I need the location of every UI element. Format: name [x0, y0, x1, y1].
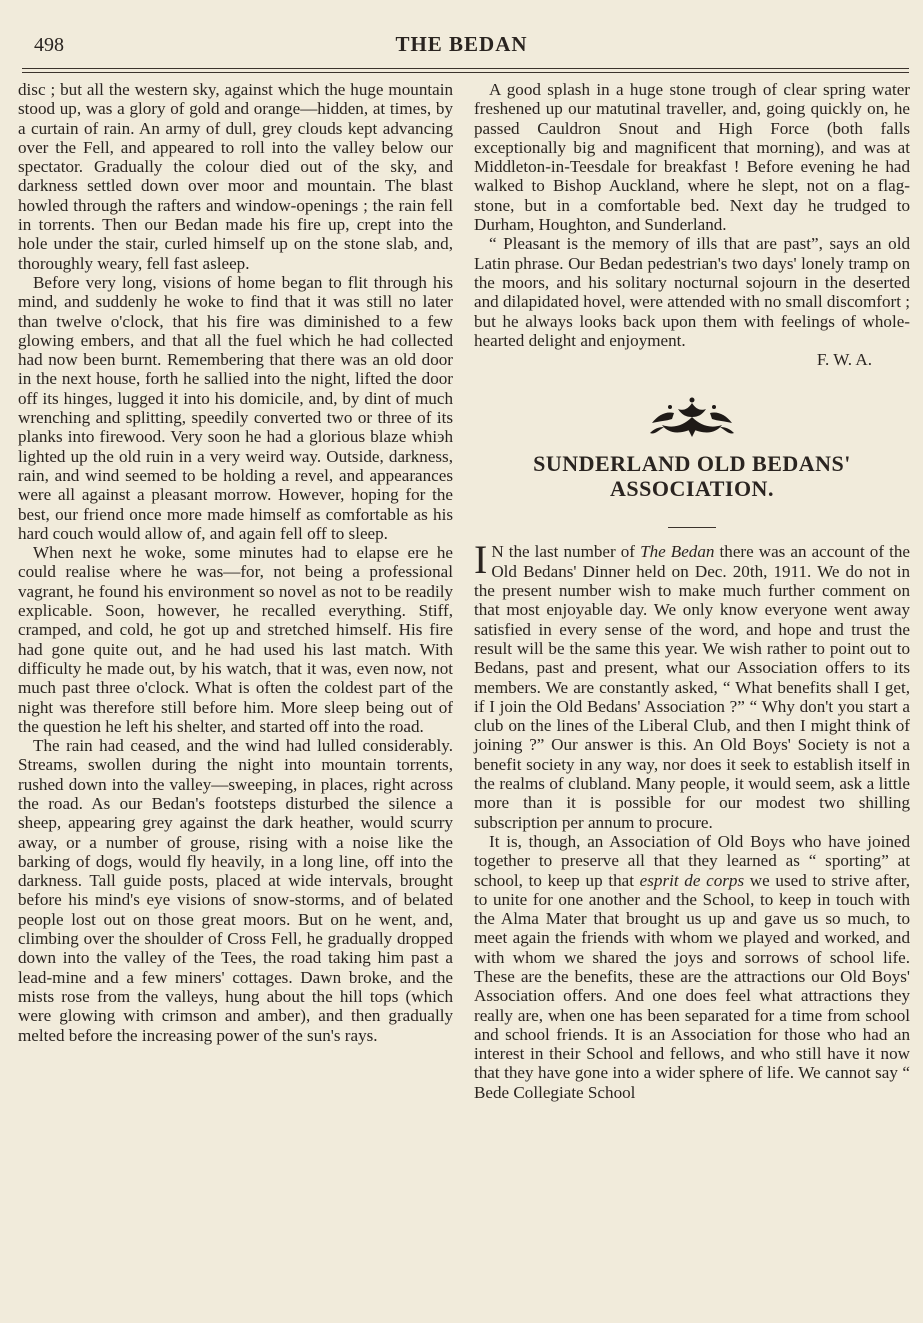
section-title [474, 451, 910, 501]
left-paragraph: disc ; but all the western sky, against which the huge mountain stood up, was a glory of gold and orange—hidden, at times, by a curtain of rain. An army of dull, grey clouds kept advancing over the Fell, and appeared to roll into the valley below our spectator. Gradually the colour died out of the sky, and darkness settled down over moor and mountain. The blast howled through the rafters and window-openings ; the rain fell in torrents. Then our Bedan made his fire up, crept into the hole under the stair, curled himself up on the stone slab, and, thoroughly weary, fell fast asleep. [18, 80, 453, 273]
drop-cap: I [474, 537, 488, 583]
section-title-line1: SUNDERLAND OLD BEDANS' [533, 451, 851, 477]
section-text: we used to strive after, to unite for one another and the School, to keep in touch with the Alma Mater that brought us up and gave us so much, to meet again the friends with whom we played and worked, and with whom we shared the joys and sorrows of school life. These are the benefits, these are the attractions our Old Boys' Association offers. And one does feel what attractions they really are, when one has been separated for a time from school and school friends. It is an Association for those who had an interest in their School and fellows, and who still have it now that they have gone into a wider sphere of life. We cannot say “ Bede Collegiate School [474, 870, 911, 1102]
header-rule [22, 68, 909, 73]
right-paragraph: “ Pleasant is the memory of ills that are past”, says an old Latin phrase. Our Bedan pedestrian's two days' lonely tramp on the moors, and his solitary nocturnal sojourn in the deserted and dilapidated hovel, were attended with no small discomfort ; but he always looks back upon them with feelings of whole-hearted delight and enjoyment. [474, 234, 910, 350]
section-text: It is, though, an Association of Old Boys who have joined together to preserve all that they learned as “ sporting” at school, to keep up that [474, 831, 910, 890]
floral-vignette-icon [644, 395, 740, 439]
left-paragraph: Before very long, visions of home began to flit through his mind, and suddenly he woke to find that it was still no later than twelve o'clock, that his fire was diminished to a few glowing embers, and that all the fuel which he had collected had now been burnt. Remembering that there was an old door in the next house, forth he sallied into the night, lifted the door off its hinges, lugged it into his domicile, and, by dint of much wrenching and splitting, speedily converted two or three of its planks into firewood. Very soon he had a glorious blaze whiэh lighted up the old ruin in a very weird way. Outside, darkness, rain, and wind seemed to be holding a revel, and appearances were all against a pleasant morrow. However, hoping for the best, our friend once more made himself as comfortable as his hard couch would allow of, and again fell off to sleep. [18, 272, 453, 543]
left-paragraph: The rain had ceased, and the wind had lulled considerably. Streams, swollen during the night into mountain torrents, rushed down into the valley—sweeping, in places, right across the road. As our Bedan's footsteps disturbed the silence a sheep, appearing grey against the dark heather, would scurry away, or a number of grouse, rising with a noise like the barking of dogs, would fly heavily, in a long line, off into the darkness. Tall guide posts, placed at wide intervals, brought before his mind's eye visions of snow-storms, and of belated people lost out on those great moors. But on he went, and, climbing over the shoulder of Cross Fell, he gradually dropped down into the valley of the Tees, the road taking him past a lead-mine and a few miners' cottages. Dawn broke, and the mists rose from the valleys, hung about the hill tops (which were glowing with crimson and amber), and then gradually melted before the increasing power of the sun's rays. [18, 736, 453, 1045]
page-number: 498 [34, 34, 64, 56]
section-text: there was an account of the Old Bedans' Dinner held on Dec. 20th, 1911. We do not in the present number wish to make much further comment on that most enjoyable day. We only know everyone went away satisfied in every sense of the word, and hope and trust the result will be the same this year. We wish rather to point out to Bedans, past and present, what our Association offers to its members. We are constantly asked, “ What benefits shall I get, if I join the Old Bedans' Association ?” “ Why don't you start a club on the lines of the Liberal Club, and then I might think of joining ?” Our answer is this. An Old Boys' Society is not a benefit society in any way, nor does it seek to establish itself in the realms of clubland. Many people, it would seem, ask a little more than it is possible for our modest two shilling subscription per annum to procure. [474, 542, 910, 832]
section-text: N the last number of [491, 542, 641, 562]
section-paragraph [474, 537, 910, 832]
left-paragraph: When next he woke, some minutes had to elapse ere he could realise where he was—for, not being a professional vagrant, he found his environment so novel as not to be readily explicable. Soon, however, he recalled everything. Stiff, cramped, and cold, he got up and stretched himself. His fire had gone quite out, and he had used his last match. With difficulty he made out, by his watch, that it was, even now, not much past three o'clock. What is often the coldest part of the night was therefore still before him. More sleep being out of the question he left his shelter, and started off into the road. [18, 543, 453, 736]
section-text-italic: The Bedan [640, 542, 715, 562]
section-text-italic: esprit de corps [639, 870, 745, 890]
section-rule [668, 527, 716, 528]
right-column [474, 80, 910, 1102]
page-header [0, 28, 923, 60]
running-title: THE BEDAN [395, 32, 528, 56]
author-signature: F. W. A. [816, 350, 872, 370]
section-paragraph [474, 832, 910, 1102]
right-paragraph: A good splash in a huge stone trough of clear spring water freshened up our matutinal traveller, and, going quickly on, he passed Cauldron Snout and High Force (both falls exceptionally big and magnificent that morning), and was at Middleton-in-Teesdale for breakfast ! Before evening he had walked to Bishop Auckland, where he slept, not on a flag-stone, but in a comfortable bed. Next day he trudged to Durham, Houghton, and Sunderland. [474, 80, 910, 235]
section-title-line2: ASSOCIATION. [610, 476, 774, 502]
left-column [18, 80, 453, 1045]
